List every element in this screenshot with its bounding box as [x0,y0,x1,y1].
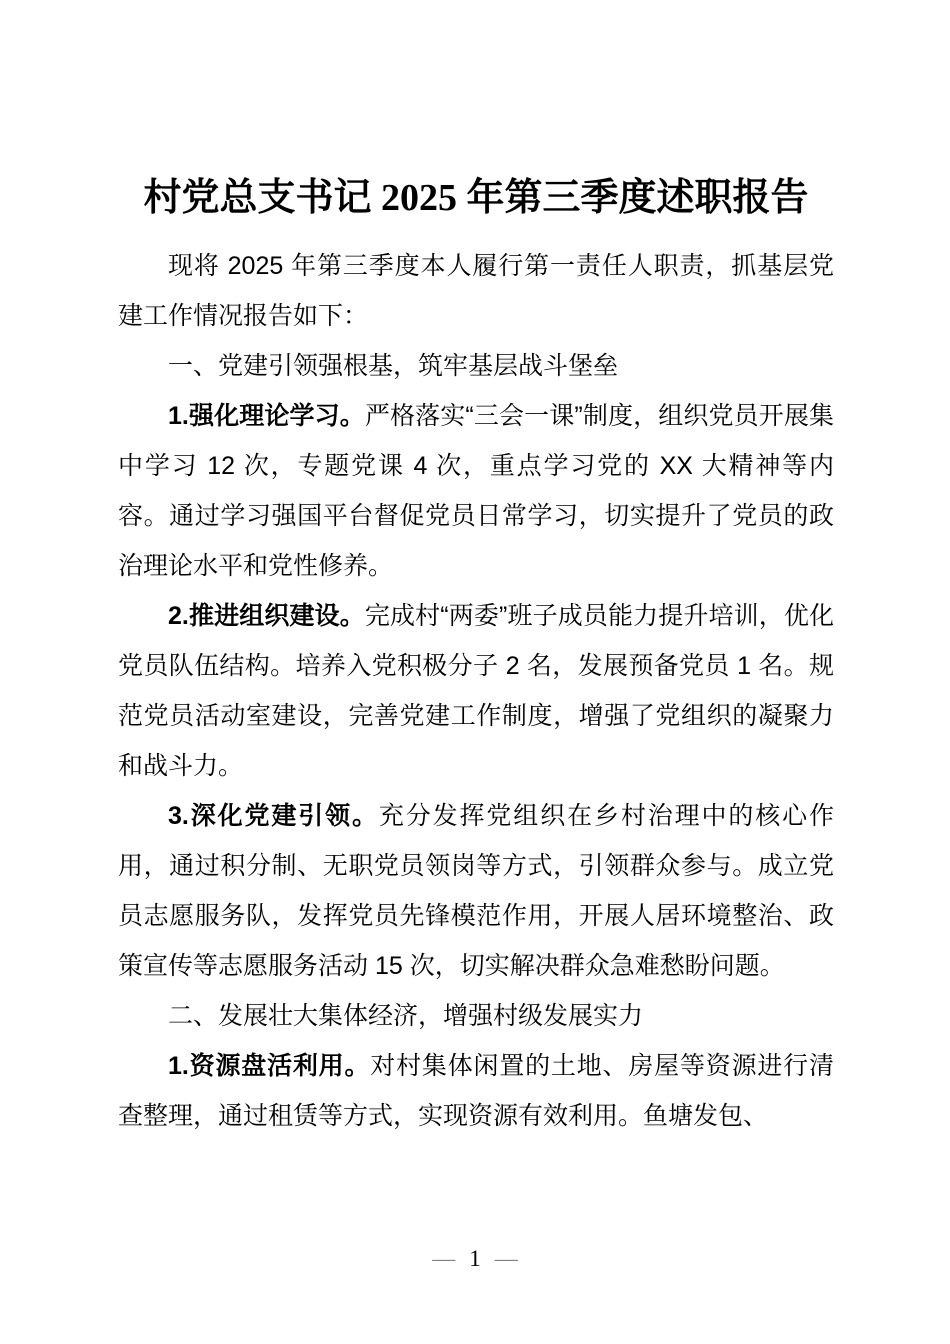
paragraph-party-leading [118,791,834,991]
section-heading-2: 二、发展壮大集体经济，增强村级发展实力 [168,1002,644,1030]
paragraph-org-building [118,591,834,791]
footer-dash-left: — [432,1246,456,1271]
paragraph-resource-use [118,1041,834,1141]
paragraph-intro: 现将 2025 年第三季度本人履行第一责任人职责，抓基层党建工作情况报告如下： [118,252,834,330]
paragraph-text: 严格落实“三会一课”制度，组织党员开展集中学习 12 次，专题党课 4 次，重点学习党的 XX 大精神等内容。通过学习强国平台督促党员日常学习，切实提升了党员的政治理论水平和党性修养。 [118,402,834,580]
paragraph-lead-label: 3.深化党建引领。 [168,802,379,830]
paragraph-lead-label: 1.资源盘活利用。 [168,1052,371,1080]
document-title: 村党总支书记 2025 年第三季度述职报告 [143,177,809,219]
paragraph-lead-label: 2.推进组织建设。 [168,602,365,630]
page-footer [0,1246,950,1272]
paragraph-text: 充分发挥党组织在乡村治理中的核心作用，通过积分制、无职党员领岗等方式，引领群众参与。成立党员志愿服务队，发挥党员先锋模范作用，开展人居环境整治、政策宣传等志愿服务活动 15 次，切实解决群众急难愁盼问题。 [118,802,834,980]
paragraph-lead-label: 1.强化理论学习。 [168,402,365,430]
document-content [118,172,834,1141]
document-body [118,241,834,1141]
page-number: 1 [469,1246,481,1271]
footer-dash-right: — [494,1246,518,1271]
paragraph-text: 完成村“两委”班子成员能力提升培训，优化党员队伍结构。培养入党积极分子 2 名，发展预备党员 1 名。规范党员活动室建设，完善党建工作制度，增强了党组织的凝聚力和战斗力。 [118,602,834,780]
section-heading-1: 一、党建引领强根基，筑牢基层战斗堡垒 [168,352,619,380]
paragraph-theory-study [118,391,834,591]
paragraph-text: 对村集体闲置的土地、房屋等资源进行清查整理，通过租赁等方式，实现资源有效利用。鱼塘发包、 [118,1052,834,1130]
